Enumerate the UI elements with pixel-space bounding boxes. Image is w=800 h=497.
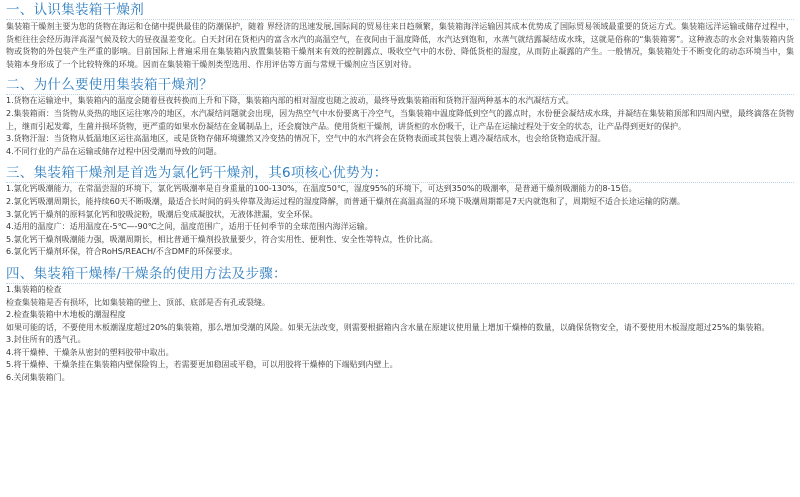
list-item: 4.适用的温度广：适用温度在-5℃—-90℃之间，温度范围广，适用于任何季节的全球范围内海洋运输。 (6, 222, 373, 232)
section-intro (6, 2, 794, 71)
list-item: 3.氯化钙干燥剂的原料氯化钙和胶吸淀粉，吸潮后变成凝胶状，无液体泄漏，安全环保。 (6, 209, 318, 219)
list-item: 6.关闭集装箱门。 (6, 373, 70, 383)
section-heading: 三、集装箱干燥剂是首选为氯化钙干燥剂，其6项核心优势为： (6, 165, 794, 183)
list-item: 2.检查集装箱中木地板的潮湿程度 (6, 310, 126, 320)
section-paragraph: 集装箱干燥剂主要为您的货物在海运和仓储中提供最佳的防潮保护，随着 界经济的迅速发展,国际间的贸易往来日趋频繁，集装箱海洋运输因其成本优势成了国际贸易领域最重要的货运方式。集装箱远洋运输或储存过程中，货柜往往会经历海洋高湿气候及较大的昼夜温差变化。白天封闭在货柜内的富含水汽的高温空气，在夜间由于温度降低，水汽达到饱和，水蒸气就结露凝结成水珠，这就是俗称的“集装箱雾”。这种液态的水会对集装箱内货物或货物的外包装产生严重的影响。目前国际上普遍采用在集装箱内放置集装箱干燥剂来有效的控制露点、吸收空气中的水份、降低货柜的湿度，从而防止凝露的产生。一般情况，集装箱处于不断变化的动态环境当中，集装箱本身形成了一个比较特殊的环境。因而在集装箱干燥剂类型选用、作用评估等方面与常规干燥剂应当区别对待。 (6, 22, 794, 69)
list-item: 1.集装箱的检查 (6, 284, 62, 294)
list-item: 3.货物汗湿：当货物从低温地区运往高温地区，或是货物存储环境骤然又冷变热的情况下，空气中的水汽将会在货物表面或其包装上遇冷凝结成水，也会给货物造成汗湿。 (6, 134, 606, 144)
list-item: 如果可能的话，不要使用木板潮湿度超过20%的集装箱，那么增加受潮的风险。如果无法改变，则需要根据箱内含水量在原建议使用量上增加干燥棒的数量，以确保货物安全，请不要使用木板湿度超过25%的集装箱。 (6, 322, 770, 332)
list-item: 2.氯化钙吸潮周期长，能持续60天不断吸潮，最适合长时间的码头停靠及海运过程的湿度降解，而普通干燥剂在高温高湿的环境下吸潮周期都是7天内就饱和了，周期短不适合长途运输的防潮。 (6, 196, 685, 206)
list-item: 3.封住所有的透气孔。 (6, 335, 86, 345)
section-why-use (6, 77, 794, 158)
list-item: 4.不同行业的产品在运输或储存过程中因受潮而导致的问题。 (6, 146, 222, 156)
list-item: 6.氯化钙干燥剂环保，符合RoHS/REACH/不含DMF的环保要求。 (6, 247, 238, 257)
section-heading: 四、集装箱干燥棒/干燥条的使用方法及步骤： (6, 266, 794, 284)
list-item: 5.氯化钙干燥剂吸潮能力强，吸潮周期长，相比普通干燥剂投放量要少，符合实用性、便利性、安全性等特点，性价比高。 (6, 234, 438, 244)
section-advantages (6, 165, 794, 259)
section-heading: 二、为什么要使用集装箱干燥剂？ (6, 77, 794, 95)
list-item: 1.氯化钙吸潮能力，在常温尝湿的环境下，氯化钙吸潮率是自身重量的100-130%，在温度50℃，湿度95%的环境下，可达到350%的吸潮率，是普通干燥剂吸潮能力的8-15倍。 (6, 184, 637, 194)
section-heading: 一、认识集装箱干燥剂 (6, 2, 794, 20)
list-item: 1.货物在运输途中，集装箱内的温度会随着昼夜转换而上升和下降，集装箱内部的相对湿度也随之波动，最终导致集装箱雨和货物汗湿两种基本的水汽凝结方式。 (6, 96, 574, 106)
section-usage-steps (6, 266, 794, 385)
list-item: 检查集装箱是否有损坏，比如集装箱的壁上、顶部、底部是否有孔或裂缝。 (6, 297, 270, 307)
list-item: 2.集装箱雨：当货物从炎热的地区运往寒冷的地区，水汽凝结问题就会出现，因为热空气中水份要离于冷空气，当集装箱中温度降低到空气的露点时，水份便会凝结成水珠，并凝结在集装箱顶部和四周内壁，最终滴落在货物上，继而引起发霉，生菌并损坏货物，更严重的如果水份凝结在金属制品上，还会腐蚀产品。使用货柜干燥剂，讲货柜的水份吸干，让产品在运输过程处于安全的状态，让产品得到更好的保护。 (6, 108, 794, 131)
list-item: 4.将干燥棒、干燥条从密封的塑料胶带中取出。 (6, 347, 174, 357)
list-item: 5.将干燥棒、干燥条挂在集装箱内壁保险钩上，若需要更加稳固或平稳，可以用胶将干燥棒的下端贴到内壁上。 (6, 360, 398, 370)
